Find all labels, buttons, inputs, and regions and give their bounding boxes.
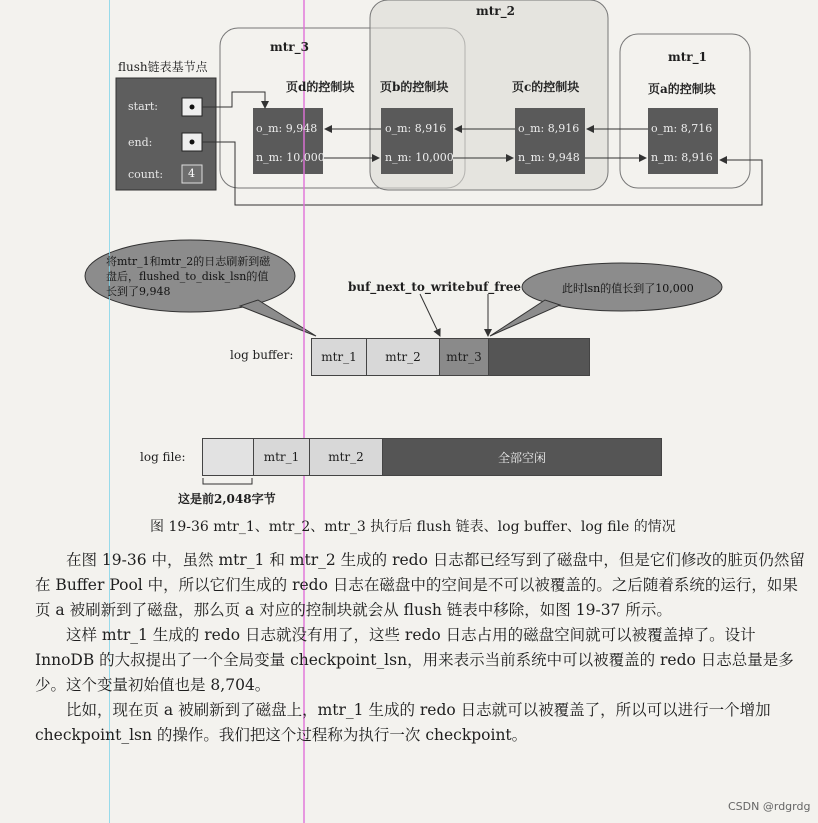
mtr-2-label: mtr_2 <box>476 4 515 18</box>
buf-free-label: buf_free <box>466 280 522 294</box>
block-c <box>515 108 585 174</box>
log-file-label: log file: <box>140 450 186 464</box>
log-file-header <box>202 438 254 476</box>
block-d-nm: n_m: 10,000 <box>256 151 325 164</box>
log-buffer-mtr-1: mtr_1 <box>311 338 367 376</box>
flush-count-value: 4 <box>188 167 195 180</box>
log-buffer-mtr-2: mtr_2 <box>366 338 440 376</box>
block-b-nm: n_m: 10,000 <box>385 151 454 164</box>
block-d-om: o_m: 9,948 <box>256 122 318 135</box>
block-d-title: 页d的控制块 <box>286 80 355 94</box>
log-buffer-mtr-3: mtr_3 <box>439 338 489 376</box>
log-buffer-free <box>488 338 590 376</box>
flush-count-label: count: <box>128 168 164 181</box>
paragraph-2: 这样 mtr_1 生成的 redo 日志就没有用了，这些 redo 日志占用的磁盘空间就可以被覆盖掉了。设计 InnoDB 的大叔提出了一个全局变量 checkpoint_lsn，用来表示当前系统中可以被覆盖的 redo 日志总量是多少。这个变量初始值也是 8,704。 <box>35 626 794 694</box>
figure-caption: 图 19-36 mtr_1、mtr_2、mtr_3 执行后 flush 链表、log buffer、log file 的情况 <box>150 519 676 535</box>
block-b <box>381 108 453 174</box>
block-a <box>648 108 718 174</box>
csdn-watermark: CSDN @rdgrdg <box>728 800 811 813</box>
log-file-note: 这是前2,048字节 <box>178 492 276 506</box>
log-file-mtr-1: mtr_1 <box>253 438 310 476</box>
block-c-title: 页c的控制块 <box>512 80 580 94</box>
paragraph-3: 比如，现在页 a 被刷新到了磁盘上，mtr_1 生成的 redo 日志就可以被覆盖了，所以可以进行一个增加 checkpoint_lsn 的操作。我们把这个过程称为执行一次 checkpoint。 <box>35 701 771 744</box>
bubble-left-text: 将mtr_1和mtr_2的日志刷新到磁盘后，flushed_to_disk_lsn的值长到了9,948 <box>106 255 271 298</box>
log-buffer-label: log buffer: <box>230 348 294 362</box>
block-a-nm: n_m: 8,916 <box>651 151 713 164</box>
buf-next-to-write-label: buf_next_to_write <box>348 280 466 294</box>
block-b-om: o_m: 8,916 <box>385 122 447 135</box>
block-a-title: 页a的控制块 <box>648 82 716 96</box>
log-file-free: 全部空闲 <box>382 438 662 476</box>
block-d <box>253 108 323 174</box>
mtr-3-label: mtr_3 <box>270 40 309 54</box>
flush-end-label: end: <box>128 136 153 149</box>
flush-start-label: start: <box>128 100 159 113</box>
log-file-mtr-2: mtr_2 <box>309 438 383 476</box>
block-c-nm: n_m: 9,948 <box>518 151 580 164</box>
paragraph-1: 在图 19-36 中，虽然 mtr_1 和 mtr_2 生成的 redo 日志都已经写到了磁盘中，但是它们修改的脏页仍然留在 Buffer Pool 中，所以它们生成的 redo 日志在磁盘中的空间是不可以被覆盖的。之后随着系统的运行，如果页 a 被刷新到了磁盘，那么页 a 对应的控制块就会从 flush 链表中移除，如图 19-37 所示。 <box>35 551 805 619</box>
body-text <box>35 548 805 748</box>
block-a-om: o_m: 8,716 <box>651 122 713 135</box>
flush-node-title: flush链表基节点 <box>118 60 208 74</box>
block-c-om: o_m: 8,916 <box>518 122 580 135</box>
block-b-title: 页b的控制块 <box>380 80 449 94</box>
bubble-right-text: 此时lsn的值长到了10,000 <box>562 282 694 295</box>
mtr-1-label: mtr_1 <box>668 50 707 64</box>
